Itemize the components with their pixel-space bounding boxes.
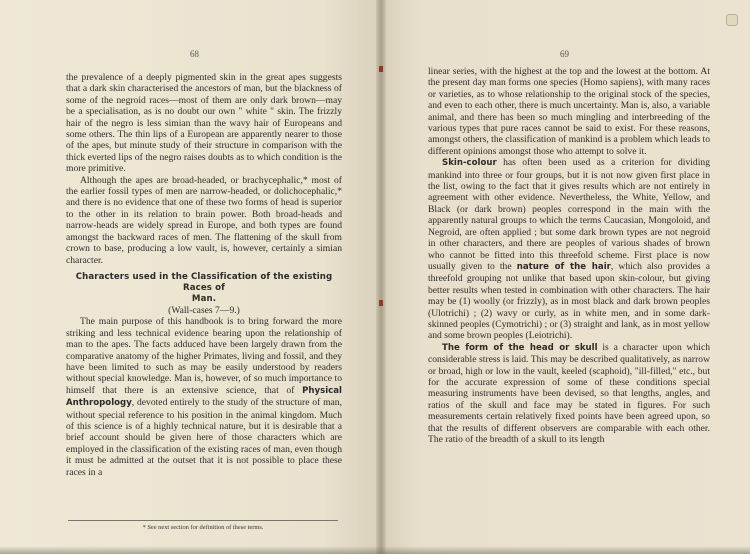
section-subheading: (Wall-cases 7—9.) xyxy=(168,304,240,316)
paragraph: Although the apes are broad-headed, or brachycephalic,* most of the earlier fossil types of men are narrow-headed, or dolichocephalic,* and there is no evidence that one of these two forms of head is superior to the other in its relation to brain power. Both broad-heads and narrow-heads are widely spread in Europe, and both types are found amongst the backward races of men. The flattening of the skull from crown to base, producing a low vault, is, however, certainly a simian character. xyxy=(66,174,342,266)
page-bottom-shadow xyxy=(0,546,750,554)
section-heading-cont: Man. xyxy=(191,293,217,304)
paragraph-text: , devoted entirely to the study of the structure of man, without special reference to his position in the animal kingdom. Much of this science is of a highly technical nature, but it is desirable that a brief account should be given here of those characters which are employed in the classification of the existing races of man, even though it must be admitted at the outset that it is not possible to place these races in a xyxy=(66,397,342,478)
footnote: * See next section for definition of these terms. xyxy=(142,524,264,531)
bold-term: Physical Anthropology xyxy=(66,385,342,409)
book-gutter xyxy=(376,0,386,554)
paragraph-text: has often been used as a criterion for dividing mankind into three or four groups, but it is not now given first place in the list, owing to the fact that it gives results which are not entirely in agreement with other evidence. Nevertheless, the White, Yellow, and Black (or dark brown) peoples correspond in the main with the apparently natural groups to which the terms Caucasian, Mongoloid, and Negroid, are often applied ; but some dark brown types are not negroid in other characters, and there are peoples of various shades of brown who cannot be fitted into this threefold scheme. First place is now usually given to the xyxy=(428,157,710,272)
paragraph-text: The main purpose of this handbook is to bring forward the more striking and less technical evidence bearing upon the relationship of man to the apes. The facts adduced have been largely drawn from the comparative anatomy of the higher Primates, living and fossil, and they have been limited to such as may be easily understood by readers without special knowledge. Man is, however, of so much importance to himself that there is an extensive science, that of xyxy=(66,316,342,396)
bold-term: Skin-colour xyxy=(442,158,497,169)
paragraph xyxy=(428,342,710,446)
paragraph: linear series, with the highest at the top and the lowest at the bottom. At the present day man forms one species (Homo sapiens), with many races or varieties, as to whose relationship to the original stock of the species, and even to each other, there is much uncertainty. Man is, also, a variable animal, and there has been so much mingling and interbreeding of the various types that pure races cannot be said to exist. For these reasons, amongst others, the classification of mankind is a problem which leads to different opinions amongst those who attempt to solve it. xyxy=(428,66,710,157)
page-number-left: 68 xyxy=(190,49,199,59)
paragraph: the prevalence of a deeply pigmented skin in the great apes suggests that a dark skin characterised the ancestors of man, but the blackness of some of the negroid races—most of them are only dark brown—may be a specialisation, as is no doubt our own " white " skin. The frizzly hair of the negro is less simian than the wavy hair of Europeans and some others. The thin lips of a European are apparently nearer to those of the apes, but minute study of their structure in comparison with the thick everted lips of the negro raises doubts as to which condition is the more primitive. xyxy=(66,72,342,175)
bold-term: The form of the head or skull xyxy=(442,342,598,353)
paragraph xyxy=(66,316,342,478)
binding-thread xyxy=(379,300,383,306)
section-heading: Characters used in the Classification of the existing Races of xyxy=(75,271,333,293)
right-page-text xyxy=(428,66,710,445)
left-page-text xyxy=(66,72,342,478)
paragraph xyxy=(428,157,710,342)
bold-term: nature of the hair xyxy=(516,261,611,272)
page-number-right: 69 xyxy=(560,49,569,59)
footnote-rule xyxy=(68,520,338,521)
page-corner-mark xyxy=(726,14,738,26)
paragraph-text: , which also provides a threefold grouping not unlike that based upon skin-colour, but giving better results when tested in combination with other characters. The hair may be (1) woolly (or frizzly), as in most black and dark brown peoples (Ulotrichi) ; (2) wavy or curly, as in white men, and in some dark-skinned peoples (Cymotrichi) ; or (3) straight and lank, as in most yellow and some brown peoples (Leiotrichi). xyxy=(428,260,710,342)
binding-thread xyxy=(379,66,383,72)
paragraph-text: is a character upon which considerable stress is laid. This may be described qualitatively, as narrow or broad, high or low in the vault, keeled (scaphoid), "ill-filled," etc., but for the accurate expression of some of these conditions special measuring instruments have been devised, so that lengths, angles, and ratios of the skull and face may be stated in figures. For such measurements certain relatively fixed points have been agreed upon, so that the results of different observers are comparable with each other. The ratio of the breadth of a skull to its length xyxy=(428,341,710,445)
